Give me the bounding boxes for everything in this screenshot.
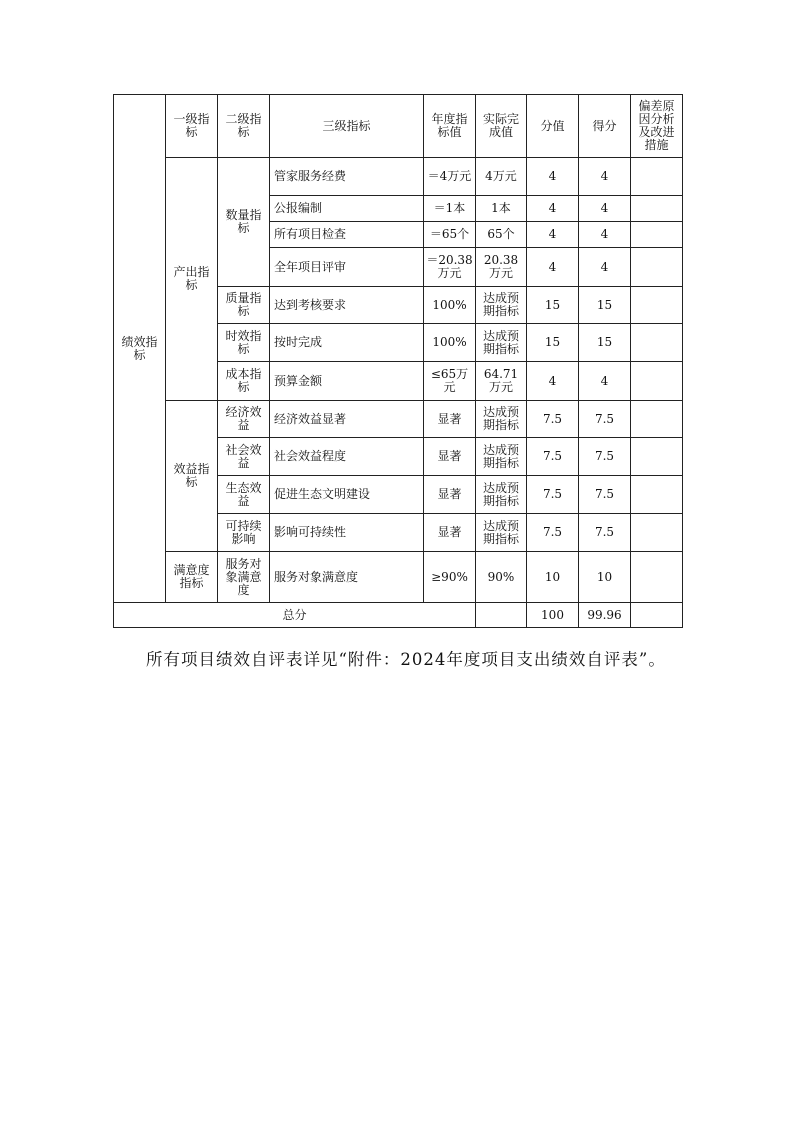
actual-cell: 达成预期指标	[476, 476, 527, 514]
value-cell: 15	[527, 324, 579, 362]
indicator-cell: 全年项目评审	[270, 248, 424, 287]
actual-cell: 90%	[476, 552, 527, 603]
indicator-cell: 影响可持续性	[270, 514, 424, 552]
subgroup-economic: 经济效益	[218, 401, 270, 438]
score-cell: 15	[579, 324, 631, 362]
subgroup-quantity: 数量指标	[218, 158, 270, 287]
target-cell: ＝65个	[424, 222, 476, 248]
note-cell	[631, 248, 683, 287]
subgroup-ecological: 生态效益	[218, 476, 270, 514]
subgroup-sustainable: 可持续影响	[218, 514, 270, 552]
indicator-cell: 所有项目检查	[270, 222, 424, 248]
indicator-cell: 预算金额	[270, 362, 424, 401]
target-cell: 100%	[424, 287, 476, 324]
value-cell: 4	[527, 362, 579, 401]
target-cell: 显著	[424, 438, 476, 476]
note-cell	[631, 158, 683, 196]
indicator-cell: 达到考核要求	[270, 287, 424, 324]
header-actual: 实际完成值	[476, 95, 527, 158]
total-score: 99.96	[579, 603, 631, 628]
subgroup-social: 社会效益	[218, 438, 270, 476]
header-level2: 二级指标	[218, 95, 270, 158]
performance-table	[113, 94, 683, 628]
score-cell: 4	[579, 248, 631, 287]
actual-cell: 64.71万元	[476, 362, 527, 401]
score-cell: 4	[579, 158, 631, 196]
score-cell: 4	[579, 222, 631, 248]
target-cell: 显著	[424, 514, 476, 552]
total-label: 总分	[114, 603, 476, 628]
score-cell: 4	[579, 196, 631, 222]
score-cell: 15	[579, 287, 631, 324]
total-empty-cell	[476, 603, 527, 628]
header-score-got: 得分	[579, 95, 631, 158]
note-cell	[631, 476, 683, 514]
target-cell: ＝1本	[424, 196, 476, 222]
indicator-cell: 公报编制	[270, 196, 424, 222]
note-cell	[631, 324, 683, 362]
actual-cell: 1本	[476, 196, 527, 222]
target-cell: ≤65万元	[424, 362, 476, 401]
header-level1: 一级指标	[166, 95, 218, 158]
value-cell: 7.5	[527, 476, 579, 514]
actual-cell: 65个	[476, 222, 527, 248]
value-cell: 15	[527, 287, 579, 324]
subgroup-quality: 质量指标	[218, 287, 270, 324]
score-cell: 7.5	[579, 476, 631, 514]
value-cell: 7.5	[527, 514, 579, 552]
value-cell: 4	[527, 248, 579, 287]
note-cell	[631, 287, 683, 324]
actual-cell: 达成预期指标	[476, 287, 527, 324]
body-paragraph: 所有项目绩效自评表详见“附件：2024年度项目支出绩效自评表”。	[146, 650, 666, 669]
actual-cell: 达成预期指标	[476, 438, 527, 476]
actual-cell: 达成预期指标	[476, 324, 527, 362]
value-cell: 4	[527, 196, 579, 222]
target-cell: ＝4万元	[424, 158, 476, 196]
header-row	[114, 95, 683, 158]
note-cell	[631, 196, 683, 222]
note-cell	[631, 552, 683, 603]
header-score-value: 分值	[527, 95, 579, 158]
actual-cell: 4万元	[476, 158, 527, 196]
score-cell: 10	[579, 552, 631, 603]
indicator-cell: 服务对象满意度	[270, 552, 424, 603]
value-cell: 4	[527, 222, 579, 248]
group-output: 产出指标	[166, 158, 218, 401]
note-cell	[631, 514, 683, 552]
score-cell: 7.5	[579, 438, 631, 476]
indicator-cell: 促进生态文明建设	[270, 476, 424, 514]
note-cell	[631, 362, 683, 401]
target-cell: ＝20.38万元	[424, 248, 476, 287]
note-cell	[631, 222, 683, 248]
target-cell: 显著	[424, 401, 476, 438]
section-label: 绩效指标	[114, 95, 166, 603]
score-cell: 7.5	[579, 514, 631, 552]
indicator-cell: 社会效益程度	[270, 438, 424, 476]
indicator-cell: 经济效益显著	[270, 401, 424, 438]
header-deviation: 偏差原因分析及改进措施	[631, 95, 683, 158]
total-row	[114, 603, 683, 628]
value-cell: 4	[527, 158, 579, 196]
target-cell: 显著	[424, 476, 476, 514]
target-cell: 100%	[424, 324, 476, 362]
target-cell: ≥90%	[424, 552, 476, 603]
group-benefit: 效益指标	[166, 401, 218, 552]
total-note-cell	[631, 603, 683, 628]
indicator-cell: 管家服务经费	[270, 158, 424, 196]
note-cell	[631, 401, 683, 438]
value-cell: 7.5	[527, 438, 579, 476]
group-satisfaction: 满意度指标	[166, 552, 218, 603]
actual-cell: 20.38万元	[476, 248, 527, 287]
subgroup-cost: 成本指标	[218, 362, 270, 401]
table-row	[114, 552, 683, 603]
total-value: 100	[527, 603, 579, 628]
note-cell	[631, 438, 683, 476]
indicator-cell: 按时完成	[270, 324, 424, 362]
subgroup-service: 服务对象满意度	[218, 552, 270, 603]
score-cell: 4	[579, 362, 631, 401]
table-row	[114, 401, 683, 438]
table-row	[114, 158, 683, 196]
header-level3: 三级指标	[270, 95, 424, 158]
actual-cell: 达成预期指标	[476, 401, 527, 438]
actual-cell: 达成预期指标	[476, 514, 527, 552]
score-cell: 7.5	[579, 401, 631, 438]
value-cell: 10	[527, 552, 579, 603]
subgroup-timeliness: 时效指标	[218, 324, 270, 362]
header-annual-target: 年度指标值	[424, 95, 476, 158]
value-cell: 7.5	[527, 401, 579, 438]
